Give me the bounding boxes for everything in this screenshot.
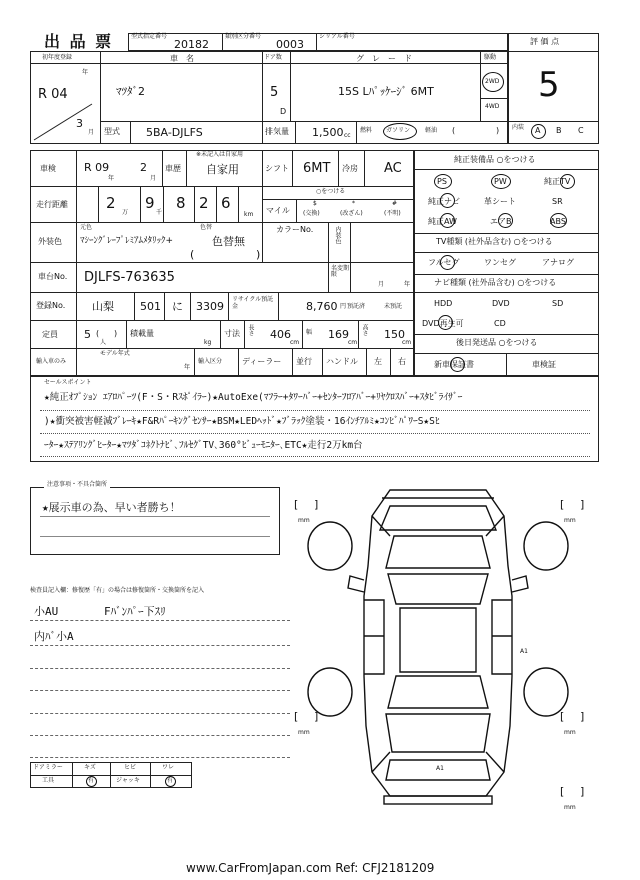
recycle-unit: 円 — [340, 303, 347, 310]
capacity-unit: 人 — [100, 339, 107, 346]
equip-abs: ABS — [550, 217, 566, 226]
import-label: 輸入車のみ — [36, 358, 67, 365]
equip-navi-circle — [440, 193, 455, 208]
tools-jack: ジャッキ — [116, 777, 140, 784]
serial-label: シリアル番号 — [319, 33, 355, 40]
wheel-fl-mm: mm — [298, 517, 310, 524]
score-label: 評 価 点 — [530, 37, 560, 46]
handle-label: ハンドル — [326, 357, 358, 366]
notes-label: 注意事項・不具合箇所 — [44, 482, 110, 488]
inspector-line-2: 内ﾊﾞ小A — [34, 630, 74, 643]
inspection-year: R 09 — [84, 161, 110, 174]
interior-color-label: 内装色 — [334, 226, 341, 244]
mileage-digit-4: 2 — [199, 194, 209, 212]
tools-crack: ヒビ — [124, 764, 137, 771]
first-reg-year-unit: 年 — [82, 69, 89, 76]
height-value: 150 — [384, 328, 405, 341]
navi-dvd-play-circle — [438, 315, 453, 330]
damage-mark-right: A1 — [520, 648, 528, 655]
mileage-digit-2: 9 — [145, 194, 155, 212]
wheel-rr-mm: mm — [564, 729, 576, 736]
inspection-month-unit: 月 — [150, 175, 157, 182]
first-reg-label: 初年度登録 — [42, 54, 73, 61]
navi-sd: SD — [552, 299, 564, 308]
exchange-label: (交換) — [303, 210, 320, 217]
equip-abs-circle — [550, 213, 567, 228]
wheel-rr-bracket-open: [ — [560, 710, 565, 723]
cc-unit: cc — [344, 132, 351, 139]
name-change-month: 月 — [378, 281, 385, 288]
km-unit: km — [244, 211, 254, 218]
fuel-paren-open: ( — [452, 126, 456, 135]
ac-value: AC — [384, 161, 402, 176]
navi-hdd: HDD — [434, 299, 453, 308]
car-diagram — [290, 476, 610, 816]
sales-line-1: ★純正ｵﾌﾟｼｮﾝ ｴｱﾛﾊﾟｰﾂ(F・S・Rｽﾎﾟｲﾗｰ)★AutoExe(ﾏﾌﾗｰ+ﾀﾜｰﾊﾞｰ+ｾﾝﾀｰﾌﾛｱﾊﾞｰ+ﾘﾔｸﾛｽﾊﾞｰ+ｽﾀﾋﾞﾗｲｻﾞｰ — [44, 392, 463, 403]
mileage-thousand: 千 — [156, 209, 163, 216]
category-value: 0003 — [276, 38, 304, 51]
chassis-value: DJLFS-763635 — [84, 270, 175, 285]
car-name: ﾏﾂﾀﾞ2 — [116, 85, 145, 98]
category-label: 類別区分番号 — [225, 33, 262, 40]
tv-analog: アナログ — [542, 258, 574, 267]
wheel-rl-bracket-open: [ — [294, 710, 299, 723]
docs-warranty: 新車保証書 — [434, 360, 474, 369]
navi-title: ナビ種類 (社外品含む) ○をつける — [434, 278, 557, 287]
bottom-bracket-open: [ — [560, 785, 565, 798]
footer-watermark: www.CarFromJapan.com Ref: CFJ2181209 — [186, 861, 435, 875]
capacity-paren: ( — [96, 329, 100, 338]
interior-c: C — [578, 126, 584, 135]
height-label: 高さ — [361, 324, 368, 336]
width-unit: cm — [348, 339, 358, 346]
bottom-mm: mm — [564, 804, 576, 811]
first-reg-year: R 04 — [38, 87, 68, 102]
import-class-label: 輸入区分 — [198, 358, 223, 365]
equip-ps: PS — [437, 177, 447, 186]
drive-label: 駆動 — [484, 54, 497, 61]
car-type-label: 車歴 — [165, 164, 181, 173]
car-type: 自家用 — [206, 163, 239, 176]
interior-label: 内装 — [512, 124, 525, 131]
wheel-rr-bracket-close: ] — [580, 710, 585, 723]
grade-value: 15S Lﾊﾟｯｹｰｼﾞ 6MT — [338, 85, 434, 98]
dim-label: 寸法 — [224, 329, 240, 338]
capacity-value: 5 — [84, 328, 91, 341]
color-label: 外装色 — [38, 237, 62, 246]
sales-line-2: )★衝突被害軽減ﾌﾞﾚｰｷ★F&Rﾊﾟｰｷﾝｸﾞｾﾝｻｰ★BSM★LEDﾍｯﾄﾞ★ﾌﾞﾗｯｸ塗装・16ｲﾝﾁｱﾙﾐ★ｺﾝﾋﾞﾊﾟﾜｰS★Sﾋ — [44, 416, 440, 427]
docs-inspection: 車検証 — [532, 360, 556, 369]
wheel-fr-bracket-open: [ — [560, 498, 565, 511]
recycle-unpaid: 未預託 — [384, 303, 403, 310]
model-designation-label: 型式指定番号 — [131, 33, 168, 40]
damage-mark-bottom: A1 — [436, 765, 444, 772]
tools-tool: 工具 — [42, 777, 55, 784]
wheel-fl-bracket-close: ] — [314, 498, 319, 511]
length-value: 406 — [270, 328, 291, 341]
name-change-label: 名変期限 — [331, 265, 350, 278]
fuel-light: 軽油 — [425, 127, 438, 134]
wheel-fr-mm: mm — [564, 517, 576, 524]
model-value: 5BA-DJLFS — [146, 126, 203, 139]
first-reg-month: 3 — [76, 117, 83, 130]
recycle-value: 8,760 — [306, 300, 338, 313]
interior-b: B — [556, 126, 562, 135]
model-label: 型式 — [104, 127, 120, 136]
sales-label: セールスポイント — [44, 379, 92, 386]
navi-dvd: DVD — [492, 299, 510, 308]
tools-break: ワレ — [162, 764, 175, 771]
equip-pw-circle — [491, 174, 511, 189]
load-unit: kg — [204, 339, 212, 346]
inspector-line-1b: Fﾊﾞﾝﾊﾟｰ下ｽﾘ — [104, 605, 166, 618]
equip-tv: 純正TV — [544, 177, 571, 186]
model-designation-value: 20182 — [174, 38, 209, 51]
mileage-digit-1: 2 — [106, 194, 116, 212]
length-unit: cm — [290, 339, 300, 346]
door-type: D — [280, 107, 287, 116]
car-type-note: ※未記入は自家用 — [196, 151, 244, 158]
color-change-label: 色替 — [200, 224, 213, 231]
doors-label: ドア数 — [264, 54, 282, 61]
color-value: ﾏｼｰﾝｸﾞﾚｰﾌﾟﾚﾐｱﾑﾒﾀﾘｯｸ+ — [80, 236, 174, 246]
equip-tv-circle — [560, 174, 575, 189]
reg-class: 501 — [140, 300, 161, 313]
notes-line-1: ★展示車の為、早い者勝ち！ — [42, 501, 181, 514]
sales-line-3: ｰﾀｰ★ｽﾃｱﾘﾝｸﾞﾋｰﾀｰ★ﾏﾂﾀﾞｺﾈｸﾄﾅﾋﾞ､ﾌﾙｾｸﾞTV､360°ﾋﾞｭｰﾓﾆﾀｰ､ETC★走行2万km台 — [44, 440, 363, 451]
mileage-label: 走行距離 — [36, 200, 68, 209]
sheet-title: 出 品 票 — [44, 32, 114, 51]
capacity-paren-close: ) — [114, 329, 118, 338]
interior-a: A — [535, 126, 541, 135]
color-paren-open: ( — [190, 248, 195, 261]
equip-ps-circle — [434, 174, 452, 189]
equip-navi: 純正ナビ — [428, 197, 460, 206]
mileage-note: ○をつける — [316, 188, 346, 195]
handle-left: 左 — [374, 357, 382, 366]
equip-pw: PW — [494, 177, 507, 186]
fuel-label: 燃料 — [360, 127, 373, 134]
tamper-label: (改ざん) — [340, 210, 363, 217]
name-change-day: 年 — [404, 281, 411, 288]
import-parallel: 並行 — [296, 357, 312, 366]
handle-right: 右 — [398, 357, 406, 366]
reg-pref: 山梨 — [92, 300, 114, 313]
wheel-fl-bracket-open: [ — [294, 498, 299, 511]
navi-dvd-play: DVD再生可 — [422, 319, 464, 328]
wheel-rl-bracket-close: ] — [314, 710, 319, 723]
equip-sr: SR — [552, 197, 563, 206]
orig-color-label: 元色 — [80, 224, 93, 231]
equip-airbag-circle — [498, 213, 513, 228]
docs-title: 後日発送品 ○をつける — [456, 338, 538, 347]
ac-label: 冷房 — [342, 164, 358, 173]
doors-value: 5 — [270, 85, 279, 100]
diagonal-slash — [30, 100, 100, 144]
mileage-digit-5: 6 — [221, 194, 231, 212]
reg-kana: に — [172, 300, 183, 313]
exchange-symbol: $ — [313, 200, 317, 207]
tamper-symbol: * — [352, 200, 355, 207]
tv-title: TV種類 (社外品含む) ○をつける — [436, 237, 553, 246]
unknown-symbol: # — [392, 200, 398, 207]
reg-number: 3309 — [196, 300, 224, 313]
drive-2wd: 2WD — [485, 78, 500, 85]
mileage-digit-3: 8 — [176, 194, 186, 212]
displacement-label: 排気量 — [265, 127, 289, 136]
equipment-title: 純正装備品 ○をつける — [454, 155, 536, 164]
fuel-gas: ガソリン — [386, 127, 411, 134]
equip-airbag: エアB — [490, 217, 512, 226]
equip-aw: 純正AW — [428, 217, 457, 226]
recycle-label: リサイクル預託金 — [232, 296, 274, 311]
inspector-line-1a: 小AU — [34, 605, 59, 618]
first-reg-month-unit: 月 — [88, 129, 95, 136]
color-paren-close: ) — [256, 248, 261, 261]
color-change-value: 色替無 — [212, 235, 245, 248]
model-year-unit: 年 — [184, 364, 191, 371]
score-value: 5 — [538, 65, 560, 105]
car-name-label: 車 名 — [170, 54, 194, 63]
unknown-label: (不明) — [384, 210, 401, 217]
drive-4wd: 4WD — [485, 103, 500, 110]
wheel-rl-mm: mm — [298, 729, 310, 736]
fuel-paren-close: ) — [496, 126, 500, 135]
tv-oneseg: ワンセグ — [484, 258, 516, 267]
tv-fullseg: フルセグ — [428, 258, 460, 267]
reg-label: 登録No. — [36, 301, 66, 310]
shift-label: シフト — [265, 164, 289, 173]
inspector-label: 検査員記入欄：修復歴「有」の場合は修復箇所・交換箇所を記入 — [30, 587, 205, 594]
mileage-man: 万 — [122, 209, 129, 216]
equip-leather: 革シート — [484, 197, 516, 206]
displacement-value: 1,500 — [312, 126, 344, 139]
shift-value: 6MT — [303, 161, 331, 176]
notes-box — [30, 487, 280, 555]
grade-label: グ レ ー ド — [356, 54, 412, 63]
navi-cd: CD — [494, 319, 506, 328]
tools-scratch: キズ — [84, 764, 96, 771]
bottom-bracket-close: ] — [580, 785, 585, 798]
wheel-fr-bracket-close: ] — [580, 498, 585, 511]
tv-fullseg-circle — [440, 255, 455, 270]
tools-tool-yes: 有 — [88, 777, 95, 784]
inspection-label: 車検 — [40, 164, 56, 173]
tools-jack-yes: 有 — [167, 777, 174, 784]
width-value: 169 — [328, 328, 349, 341]
height-unit: cm — [402, 339, 412, 346]
color-no-label: カラーNo. — [276, 225, 314, 234]
import-dealer: ディーラー — [242, 357, 282, 366]
model-year-label: モデル年式 — [100, 350, 130, 357]
equip-aw-circle — [440, 213, 455, 228]
capacity-label: 定員 — [42, 330, 58, 339]
width-label: 幅 — [306, 329, 313, 336]
recycle-paid: 預託済 — [347, 303, 366, 310]
inspection-month: 2 — [140, 161, 147, 174]
docs-warranty-circle — [450, 357, 465, 372]
mile-label: マイル — [266, 206, 290, 215]
load-label: 積載量 — [130, 329, 154, 338]
chassis-label: 車台No. — [38, 272, 68, 281]
length-label: 長さ — [247, 324, 254, 336]
tools-mirror: ドアミラー — [33, 764, 63, 771]
inspection-year-unit: 年 — [108, 175, 115, 182]
